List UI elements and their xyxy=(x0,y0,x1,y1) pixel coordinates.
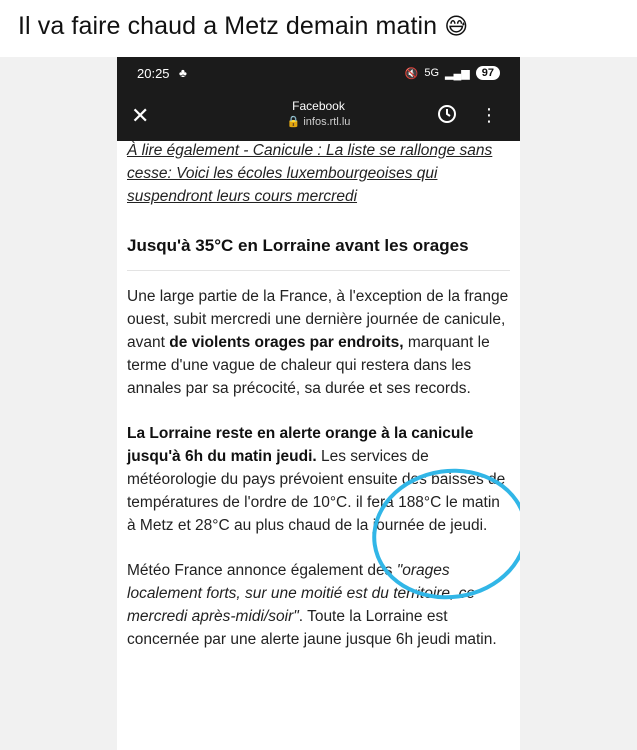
p1-text-end: marquant le terme d'une vague de chaleur qui restera dans les annales par sa précocité, sa durée et ses records. xyxy=(127,334,490,397)
p3-text-end: . Toute la Lorraine est concernée par une alerte jaune jusque 6h jeudi matin. xyxy=(127,608,497,648)
caption-text: Il va faire chaud a Metz demain matin xyxy=(18,12,438,40)
p2-text: Les services de météorologie du pays prévoient ensuite des baisses de températures de l'ordre de 10°C. il fera 188°C le matin à Metz et 28°C au plus chaud de la journée de jeudi. xyxy=(127,448,506,534)
p1-text: Une large partie de la France, à l'exception de la frange ouest, subit mercredi une dernière journée de canicule, avant xyxy=(127,288,509,351)
notification-icon: ♣ xyxy=(179,66,187,80)
app-name: Facebook xyxy=(292,99,345,113)
history-icon[interactable] xyxy=(436,103,458,130)
screenshot-frame xyxy=(0,57,637,750)
post-caption xyxy=(18,12,468,41)
paragraph-1 xyxy=(127,285,510,400)
p1-bold: de violents orages par endroits, xyxy=(169,334,404,351)
sweat-smile-emoji-icon: 😅 xyxy=(444,14,469,40)
close-icon[interactable]: ✕ xyxy=(131,103,150,128)
status-time: 20:25 xyxy=(137,66,170,81)
related-article-link[interactable]: À lire également - Canicule : La liste se rallonge sans cesse: Voici les écoles luxembourgeoises qui suspendront leurs cours mercredi xyxy=(127,142,493,205)
article-heading: Jusqu'à 35°C en Lorraine avant les orages xyxy=(127,236,510,271)
network-label: 5G xyxy=(424,67,440,79)
more-vertical-icon[interactable]: ⋮ xyxy=(480,105,498,125)
p3-text: Météo France annonce également des xyxy=(127,562,397,579)
url-line xyxy=(117,115,520,128)
browser-toolbar xyxy=(117,93,520,141)
toolbar-title xyxy=(117,99,520,128)
status-bar xyxy=(117,57,520,93)
p2-bold: La Lorraine reste en alerte orange à la canicule jusqu'à 6h du matin jeudi. xyxy=(127,425,474,465)
signal-icon: ▂▄▆ xyxy=(445,67,470,80)
mute-icon: 🔇 xyxy=(404,67,419,80)
status-icons xyxy=(405,66,500,80)
battery-badge: 97 xyxy=(476,66,500,80)
phone-screen xyxy=(117,57,520,750)
url-text: infos.rtl.lu xyxy=(303,116,351,128)
lock-icon: 🔒 xyxy=(286,116,301,128)
p3-quote: "orages localement forts, sur une moitié est du territoire, ce mercredi après-midi/soir" xyxy=(127,562,476,625)
